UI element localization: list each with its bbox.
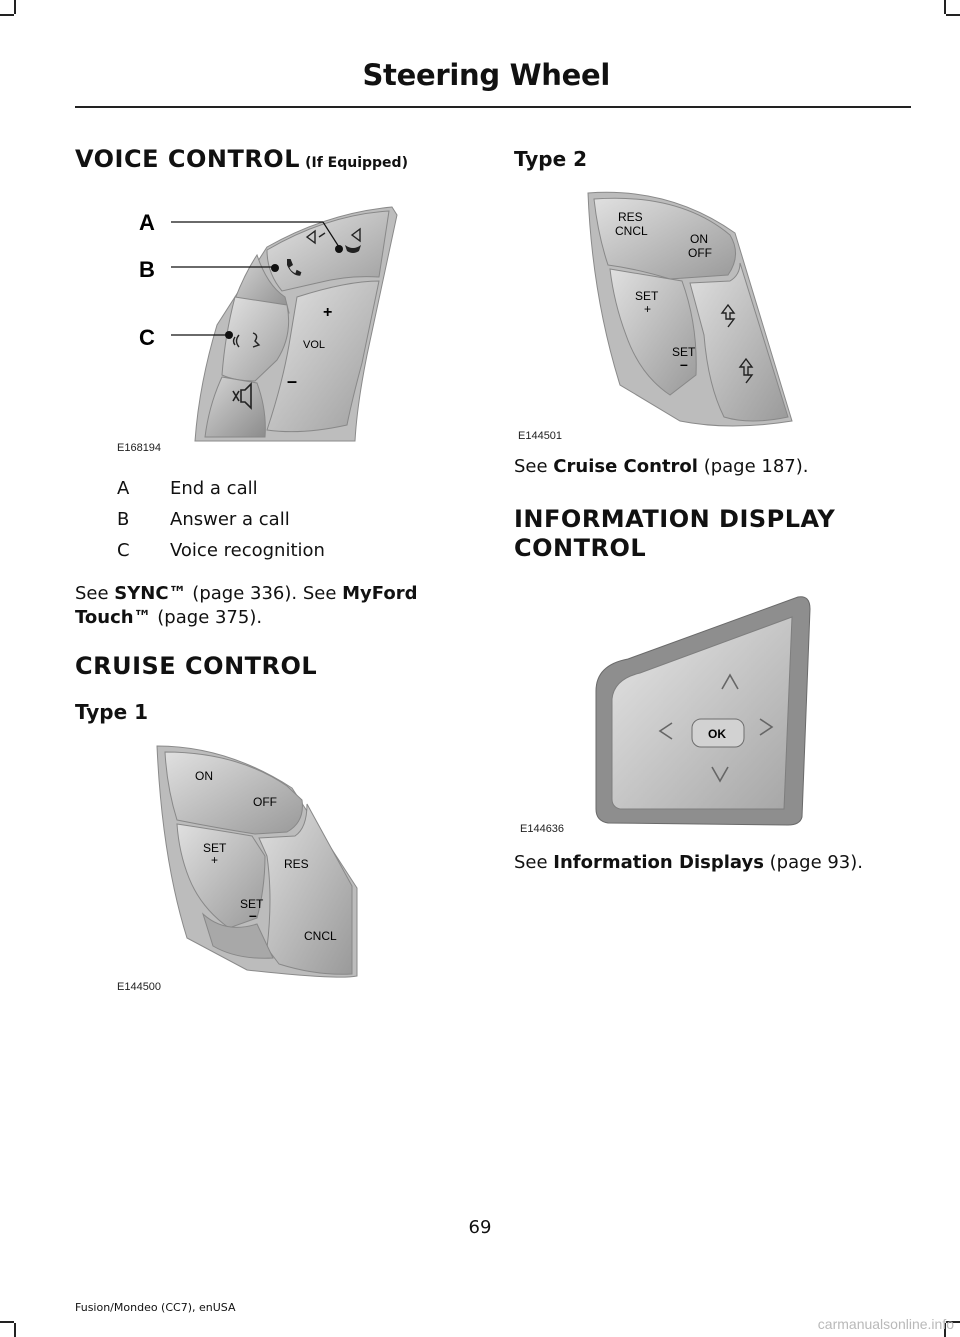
callout-dot-b xyxy=(271,264,279,272)
see-text: (page 336). See xyxy=(186,583,343,604)
info-figure-id: E144636 xyxy=(520,823,565,835)
callout-a: A xyxy=(139,210,155,235)
voice-heading xyxy=(75,145,408,173)
legend-row xyxy=(117,540,325,561)
type2-figure-id: E144501 xyxy=(518,430,563,442)
watermark: carmanualsonline.info xyxy=(817,1316,954,1332)
on-off-button[interactable] xyxy=(165,752,302,834)
crop-mark xyxy=(946,14,960,16)
res-label: RES xyxy=(618,210,643,224)
see-text: See xyxy=(514,456,554,477)
info-heading xyxy=(514,505,835,563)
crop-mark xyxy=(14,0,16,14)
crop-mark xyxy=(944,0,946,14)
set-minus-label: SET xyxy=(672,345,696,359)
info-display-figure xyxy=(588,595,813,827)
voice-see-paragraph xyxy=(75,582,465,630)
see-text: (page 375). xyxy=(151,607,263,628)
on-label: ON xyxy=(195,769,213,783)
set-plus-label: SET xyxy=(635,289,659,303)
sync-link[interactable]: SYNC™ xyxy=(114,583,187,604)
voice-control-figure xyxy=(117,185,415,455)
page-title: Steering Wheel xyxy=(362,58,610,92)
voice-figure-id: E168194 xyxy=(117,442,162,454)
callout-dot-a xyxy=(335,245,343,253)
off-label: OFF xyxy=(253,795,277,809)
type1-heading: Type 1 xyxy=(75,700,149,724)
cruise-type1-figure xyxy=(117,738,367,993)
legend-key: A xyxy=(117,478,130,499)
see-text: (page 93). xyxy=(763,852,864,873)
legend-key: B xyxy=(117,509,130,530)
info-heading-line1: INFORMATION DISPLAY xyxy=(514,505,836,533)
cruise-control-link[interactable]: Cruise Control xyxy=(553,456,698,477)
see-text: (page 187). xyxy=(697,456,809,477)
model-footer: Fusion/Mondeo (CC7), enUSA xyxy=(75,1301,236,1314)
set-plus-label: SET xyxy=(203,841,227,855)
off-label: OFF xyxy=(688,246,712,260)
legend-row xyxy=(117,509,290,530)
legend-key: C xyxy=(117,540,130,561)
cncl-label: CNCL xyxy=(615,224,648,238)
legend-text: Answer a call xyxy=(170,509,290,530)
see-text: See xyxy=(514,852,554,873)
see-text: See xyxy=(75,583,115,604)
on-label: ON xyxy=(690,232,708,246)
legend-row xyxy=(117,478,258,499)
cruise-see-paragraph xyxy=(514,455,809,479)
header-rule xyxy=(75,106,911,108)
crop-mark xyxy=(14,1323,16,1337)
vol-plus-label: + xyxy=(323,304,333,321)
set-minus-label: SET xyxy=(240,897,264,911)
myford-link-cont[interactable]: Touch™ xyxy=(75,607,152,628)
type1-figure-id: E144500 xyxy=(117,981,162,993)
voice-equipped-note: (If Equipped) xyxy=(305,155,408,171)
cruise-type2-figure xyxy=(560,185,800,435)
set-minus-sign: – xyxy=(249,907,257,923)
crop-mark xyxy=(0,1321,14,1323)
voice-heading-text: VOICE CONTROL xyxy=(75,145,300,173)
set-plus-sign: + xyxy=(211,853,219,867)
vol-minus-label: – xyxy=(287,371,298,391)
crop-mark xyxy=(0,14,14,16)
vol-label: VOL xyxy=(303,339,326,351)
info-see-paragraph xyxy=(514,851,863,875)
cruise-heading: CRUISE CONTROL xyxy=(75,652,318,680)
callout-b: B xyxy=(139,257,155,282)
set-plus-sign: + xyxy=(644,302,652,316)
information-displays-link[interactable]: Information Displays xyxy=(553,852,764,873)
callout-c: C xyxy=(139,325,155,350)
ok-label: OK xyxy=(708,727,726,741)
page-number: 69 xyxy=(468,1217,492,1238)
set-minus-sign: – xyxy=(680,356,688,372)
legend-text: Voice recognition xyxy=(170,540,325,561)
legend-text: End a call xyxy=(170,478,258,499)
info-heading-line2: CONTROL xyxy=(514,534,647,562)
cncl-label: CNCL xyxy=(304,929,337,943)
myford-link[interactable]: MyFord xyxy=(342,583,418,604)
type2-heading: Type 2 xyxy=(514,147,588,171)
res-label: RES xyxy=(284,857,309,871)
callout-dot-c xyxy=(225,331,233,339)
